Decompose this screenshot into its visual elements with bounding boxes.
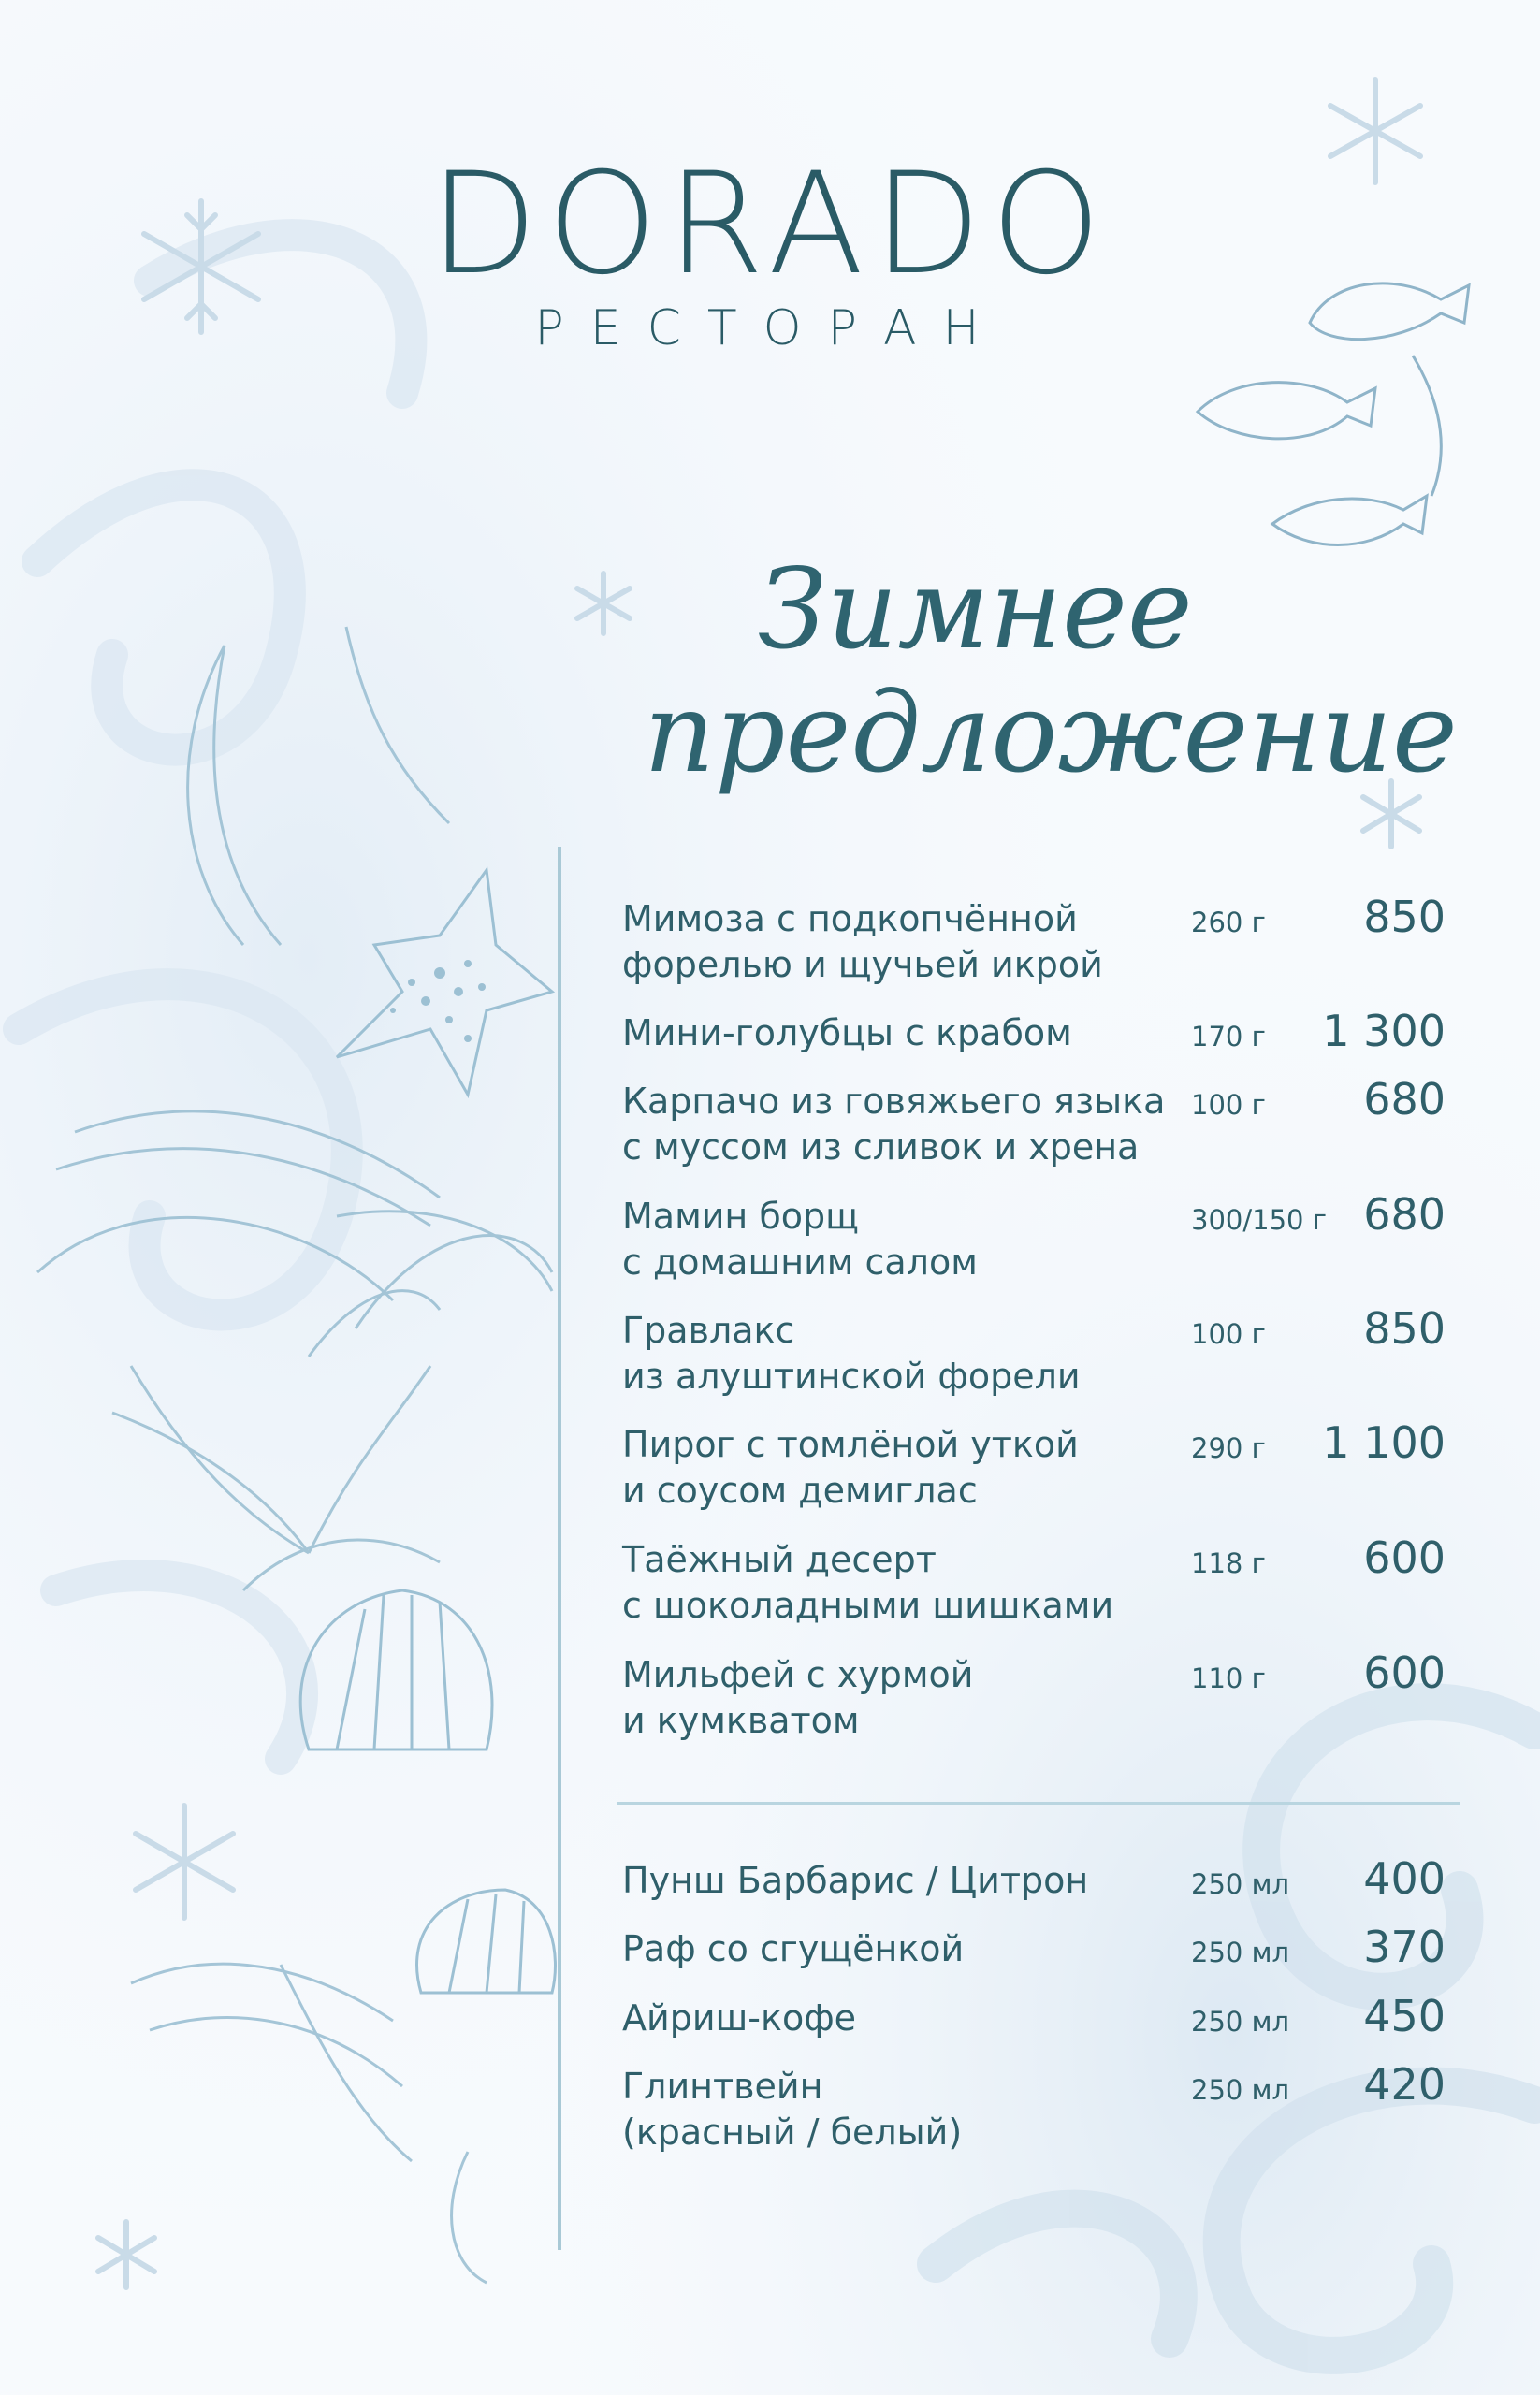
item-price: 850 — [1363, 892, 1446, 942]
item-name: Мимоза с подкопчённой форелью и щучьей икрой — [622, 898, 1103, 985]
item-name: Мамин борщ с домашним салом — [622, 1196, 978, 1283]
item-price: 680 — [1363, 1074, 1446, 1125]
item-price: 420 — [1363, 2059, 1446, 2110]
item-name: Пирог с томлёной уткой и соусом демиглас — [622, 1424, 1079, 1511]
item-weight: 250 мл — [1191, 2006, 1289, 2038]
item-price: 1 300 — [1322, 1006, 1446, 1056]
menu-title — [617, 544, 1460, 798]
item-name: Раф со сгущёнкой — [622, 1928, 965, 1969]
item-price: 450 — [1363, 1991, 1446, 2041]
item-name: Айриш-кофе — [622, 1997, 857, 2039]
item-price: 600 — [1363, 1647, 1446, 1698]
section-divider — [617, 1802, 1460, 1805]
item-weight: 110 г — [1191, 1662, 1266, 1694]
item-name: Мини-голубцы с крабом — [622, 1012, 1072, 1053]
item-name: Таёжный десерт с шоколадными шишками — [622, 1539, 1114, 1626]
item-name: Гравлакс из алуштинской форели — [622, 1310, 1081, 1397]
item-price: 1 100 — [1322, 1417, 1446, 1468]
item-weight: 250 мл — [1191, 1937, 1289, 1968]
menu-title-line-1: Зимнее — [758, 544, 1193, 674]
item-price: 400 — [1363, 1853, 1446, 1904]
item-weight: 260 г — [1191, 907, 1266, 938]
item-weight: 118 г — [1191, 1547, 1266, 1579]
item-weight: 300/150 г — [1191, 1204, 1327, 1236]
item-price: 600 — [1363, 1532, 1446, 1583]
item-weight: 100 г — [1191, 1089, 1266, 1121]
menu-title-line-2: предложение — [644, 668, 1458, 798]
item-weight: 250 мл — [1191, 2074, 1289, 2106]
vertical-divider — [558, 847, 561, 2250]
brand-name: DORADO — [429, 143, 1111, 306]
item-weight: 250 мл — [1191, 1868, 1289, 1900]
item-weight: 100 г — [1191, 1318, 1266, 1350]
item-price: 850 — [1363, 1303, 1446, 1354]
item-name: Карпачо из говяжьего языка с муссом из сливок и хрена — [622, 1081, 1166, 1168]
item-weight: 290 г — [1191, 1432, 1266, 1464]
item-price: 370 — [1363, 1922, 1446, 1972]
item-weight: 170 г — [1191, 1021, 1266, 1052]
item-price: 680 — [1363, 1189, 1446, 1240]
item-name: Пунш Барбарис / Цитрон — [622, 1860, 1089, 1901]
item-name: Мильфей с хурмой и кумкватом — [622, 1654, 974, 1741]
item-name: Глинтвейн (красный / белый) — [622, 2066, 963, 2153]
brand-subtitle: РЕСТОРАН — [534, 300, 1006, 356]
